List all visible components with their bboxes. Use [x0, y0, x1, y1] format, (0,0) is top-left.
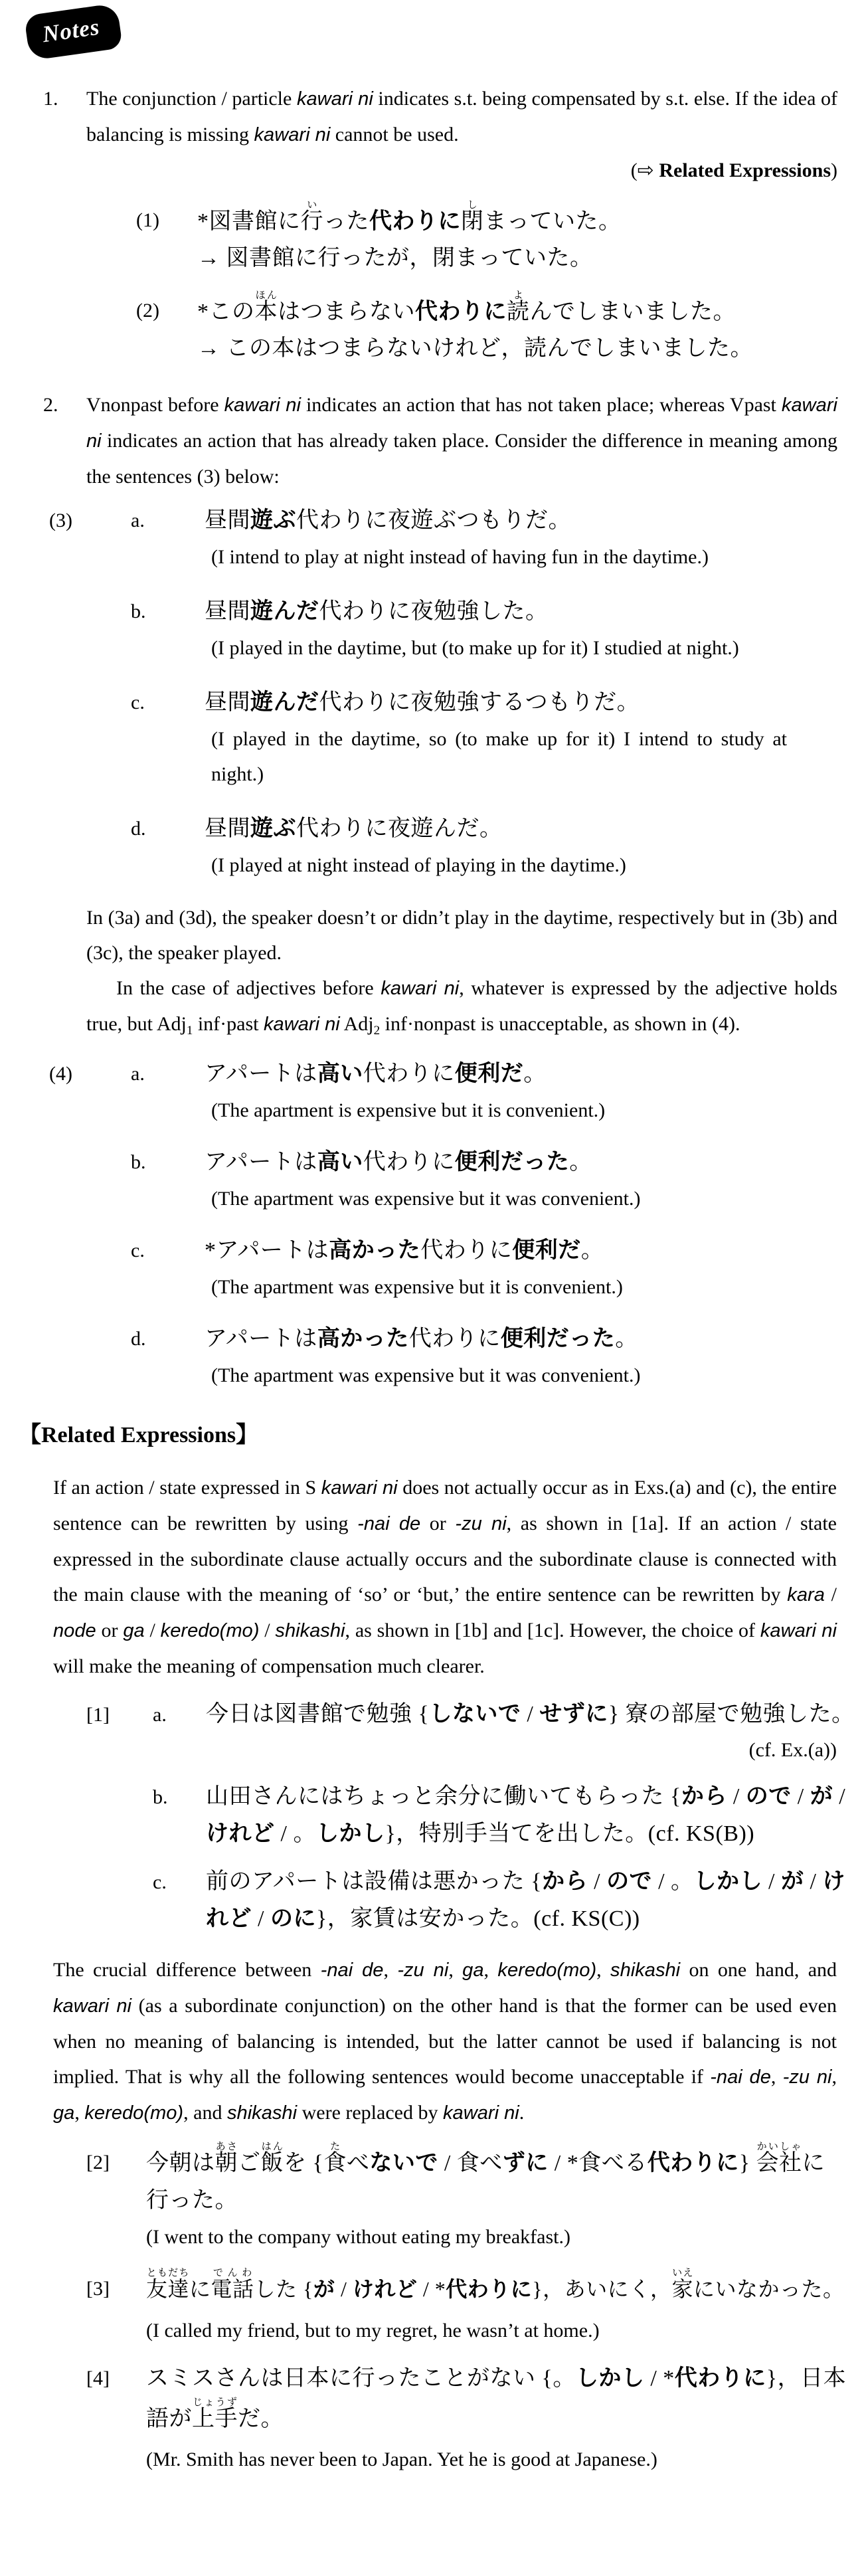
- example-4d: [86, 1322, 837, 1393]
- related-paragraph-2: The crucial difference between -nai de, -zu ni, ga, keredo(mo), shikashi on one hand, and kawari ni (as a subordinate conjunction) on the other hand is that the former can be used even when no meaning of balancing is intended, but the latter cannot be used if balancing is not implied. That is why all the following sentences would become unacceptable if -nai de, -zu ni, ga, keredo(mo), and shikashi were replaced by kawari ni.: [53, 1959, 837, 2124]
- example-2-label: (2): [136, 300, 159, 322]
- related-example-3-label: [3]: [86, 2278, 110, 2300]
- example-1: [136, 200, 837, 274]
- example-2-japanese: *この本ほんはつまらない代わりに読よんでしまいました。: [197, 290, 736, 324]
- example-4a: [49, 1057, 837, 1145]
- related-example-4-japanese-line2: 語が上手じょうずだ。: [146, 2397, 284, 2431]
- example-3d-english: (I played at night instead of playing in the daytime.): [211, 854, 626, 876]
- example-3b-letter: b.: [131, 600, 146, 622]
- related-example-1-group: [0, 1696, 864, 1938]
- related-example-2-japanese-line2: 行った。: [146, 2188, 238, 2213]
- example-3b-japanese: 昼間遊んだ代わりに夜勉強した。: [205, 599, 549, 624]
- example-1-rewrite: → 図書館に行ったが，閉まっていた。: [197, 246, 593, 270]
- example-3c: [86, 686, 837, 812]
- related-example-3-japanese: 友達ともだちに電話でんわした {が / けれど / *代わりに}，あいにく，家いえにいなかった。: [146, 2268, 845, 2301]
- note-2-paragraph-2: In (3a) and (3d), the speaker doesn’t or didn’t play in the daytime, respectively but in (3b) and (3c), the speaker played.: [86, 907, 837, 964]
- related-example-2: [86, 2142, 864, 2254]
- notes-badge-wrap: [27, 9, 864, 65]
- example-1-label: (1): [136, 209, 159, 231]
- related-example-1a-japanese: 今日は図書館で勉強 {しないで / せずに} 寮の部屋で勉強した。: [206, 1702, 855, 1726]
- example-3a-letter: a.: [131, 509, 145, 531]
- related-example-4: [86, 2360, 864, 2477]
- related-example-4-japanese-line1: スミスさんは日本に行ったことがない {。しかし / *代わりに}，日本: [146, 2366, 847, 2391]
- example-3d: [86, 812, 837, 883]
- example-3a: [49, 504, 837, 595]
- related-expressions-heading: 【Related Expressions】: [19, 1423, 259, 1447]
- example-3c-english: (I played in the daytime, so (to make up for it) I intend to study at night.): [211, 728, 787, 785]
- example-4-label: (4): [49, 1063, 72, 1085]
- example-4a-letter: a.: [131, 1063, 145, 1085]
- example-4-group: [49, 1057, 837, 1393]
- example-4d-japanese: アパートは高かった代わりに便利だった。: [205, 1327, 638, 1351]
- example-3c-japanese: 昼間遊んだ代わりに夜勉強するつもりだ。: [205, 690, 640, 715]
- example-1-japanese: *図書館に行いった代わりに閉しまっていた。: [197, 200, 622, 234]
- example-4b-japanese: アパートは高い代わりに便利だった。: [205, 1150, 592, 1174]
- related-example-3-english: (I called my friend, but to my regret, he wasn’t at home.): [146, 2320, 600, 2342]
- example-3c-letter: c.: [131, 691, 145, 713]
- related-example-1c-letter: c.: [153, 1871, 167, 1893]
- example-4b-letter: b.: [131, 1151, 146, 1173]
- related-paragraph-1: If an action / state expressed in S kawari ni does not actually occur as in Exs.(a) and (c), the entire sentence can be rewritten by using -nai de or -zu ni, as shown in [1a]. If an action / state expressed in the subordinate clause actually occurs and the subordinate clause is connected with the main clause with the meaning of ‘so’ or ‘but,’ the entire sentence can be rewritten by kara / node or ga / keredo(mo) / shikashi, as shown in [1b] and [1c]. However, the choice of kawari ni will make the meaning of compensation much clearer.: [53, 1477, 837, 1677]
- example-4c-japanese: *アパートは高かった代わりに便利だ。: [205, 1238, 604, 1263]
- related-example-2-japanese-line1: 今朝は朝あさご飯はんを {食たべないで / 食べずに / *食べる代わりに} 会社かいしゃに: [146, 2142, 825, 2175]
- example-3b: [86, 595, 837, 686]
- example-3-group: [49, 504, 837, 883]
- example-3-label: (3): [49, 509, 72, 531]
- note-2-number: 2.: [43, 394, 58, 416]
- example-4b-english: (The apartment was expensive but it was convenient.): [211, 1188, 641, 1210]
- related-example-2-english: (I went to the company without eating my breakfast.): [146, 2226, 570, 2248]
- related-example-1a-letter: a.: [153, 1704, 167, 1726]
- example-2: [136, 290, 837, 365]
- note-1-paragraph: The conjunction / particle kawari ni indicates s.t. being compensated by s.t. else. If the idea of balancing is missing kawari ni cannot be used.: [86, 88, 837, 145]
- example-3a-english: (I intend to play at night instead of having fun in the daytime.): [211, 546, 709, 568]
- note-item-1: [0, 81, 864, 365]
- example-3d-japanese: 昼間遊ぶ代わりに夜遊んだ。: [205, 816, 503, 841]
- related-example-1b-japanese-line1: 山田さんにはちょっと余分に働いてもらった {から / ので / が /: [206, 1784, 846, 1809]
- example-3d-letter: d.: [131, 818, 146, 840]
- example-2-rewrite: → この本はつまらないけれど，読んでしまいました。: [197, 336, 753, 361]
- related-example-1b-letter: b.: [153, 1786, 168, 1808]
- example-4d-letter: d.: [131, 1328, 146, 1350]
- note-2-paragraph: Vnonpast before kawari ni indicates an action that has not taken place; whereas Vpast kawari ni indicates an action that has already taken place. Consider the difference in meaning among the sentences (3) below:: [86, 394, 837, 488]
- related-example-1-label: [1]: [86, 1704, 110, 1726]
- example-4c: [86, 1234, 837, 1322]
- related-example-1c-japanese-line1: 前のアパートは設備は悪かった {から / ので / 。しかし / が / け: [206, 1869, 845, 1894]
- related-example-1a-crossref: (cf. Ex.(a)): [748, 1739, 837, 1761]
- related-example-1a: [86, 1696, 864, 1768]
- related-example-4-english: (Mr. Smith has never been to Japan. Yet he is good at Japanese.): [146, 2448, 657, 2470]
- example-4a-japanese: アパートは高い代わりに便利だ。: [205, 1061, 547, 1086]
- example-3a-japanese: 昼間遊ぶ代わりに夜遊ぶつもりだ。: [205, 508, 571, 533]
- related-example-1b-japanese-line2: けれど / 。しかし}，特別手当てを出した。(cf. KS(B)): [206, 1821, 755, 1846]
- example-4c-letter: c.: [131, 1240, 145, 1261]
- related-example-2-label: [2]: [86, 2152, 110, 2173]
- notes-badge: Notes: [24, 3, 123, 61]
- related-example-1c-japanese-line2: れど / のに}，家賃は安かった。(cf. KS(C)): [206, 1906, 640, 1931]
- note-1-number: 1.: [43, 88, 58, 110]
- related-example-3: [86, 2268, 864, 2348]
- note-item-2: [0, 387, 864, 1393]
- related-example-1b: [86, 1778, 864, 1853]
- note-2-paragraph-3: In the case of adjectives before kawari ni, whatever is expressed by the adjective holds true, but Adj$_1$ inf·past kawari ni Adj$_2$ inf·nonpast is unacceptable, as shown in (4).: [86, 977, 837, 1038]
- related-expressions-crossref: (⇨ Related Expressions): [630, 159, 837, 182]
- example-4d-english: (The apartment was expensive but it was convenient.): [211, 1364, 641, 1386]
- related-example-1c: [86, 1863, 864, 1938]
- example-4a-english: (The apartment is expensive but it is convenient.): [211, 1099, 606, 1121]
- example-3b-english: (I played in the daytime, but (to make up for it) I studied at night.): [211, 637, 739, 659]
- example-4b: [86, 1145, 837, 1234]
- related-example-4-label: [4]: [86, 2367, 110, 2389]
- example-4c-english: (The apartment was expensive but it is convenient.): [211, 1276, 623, 1298]
